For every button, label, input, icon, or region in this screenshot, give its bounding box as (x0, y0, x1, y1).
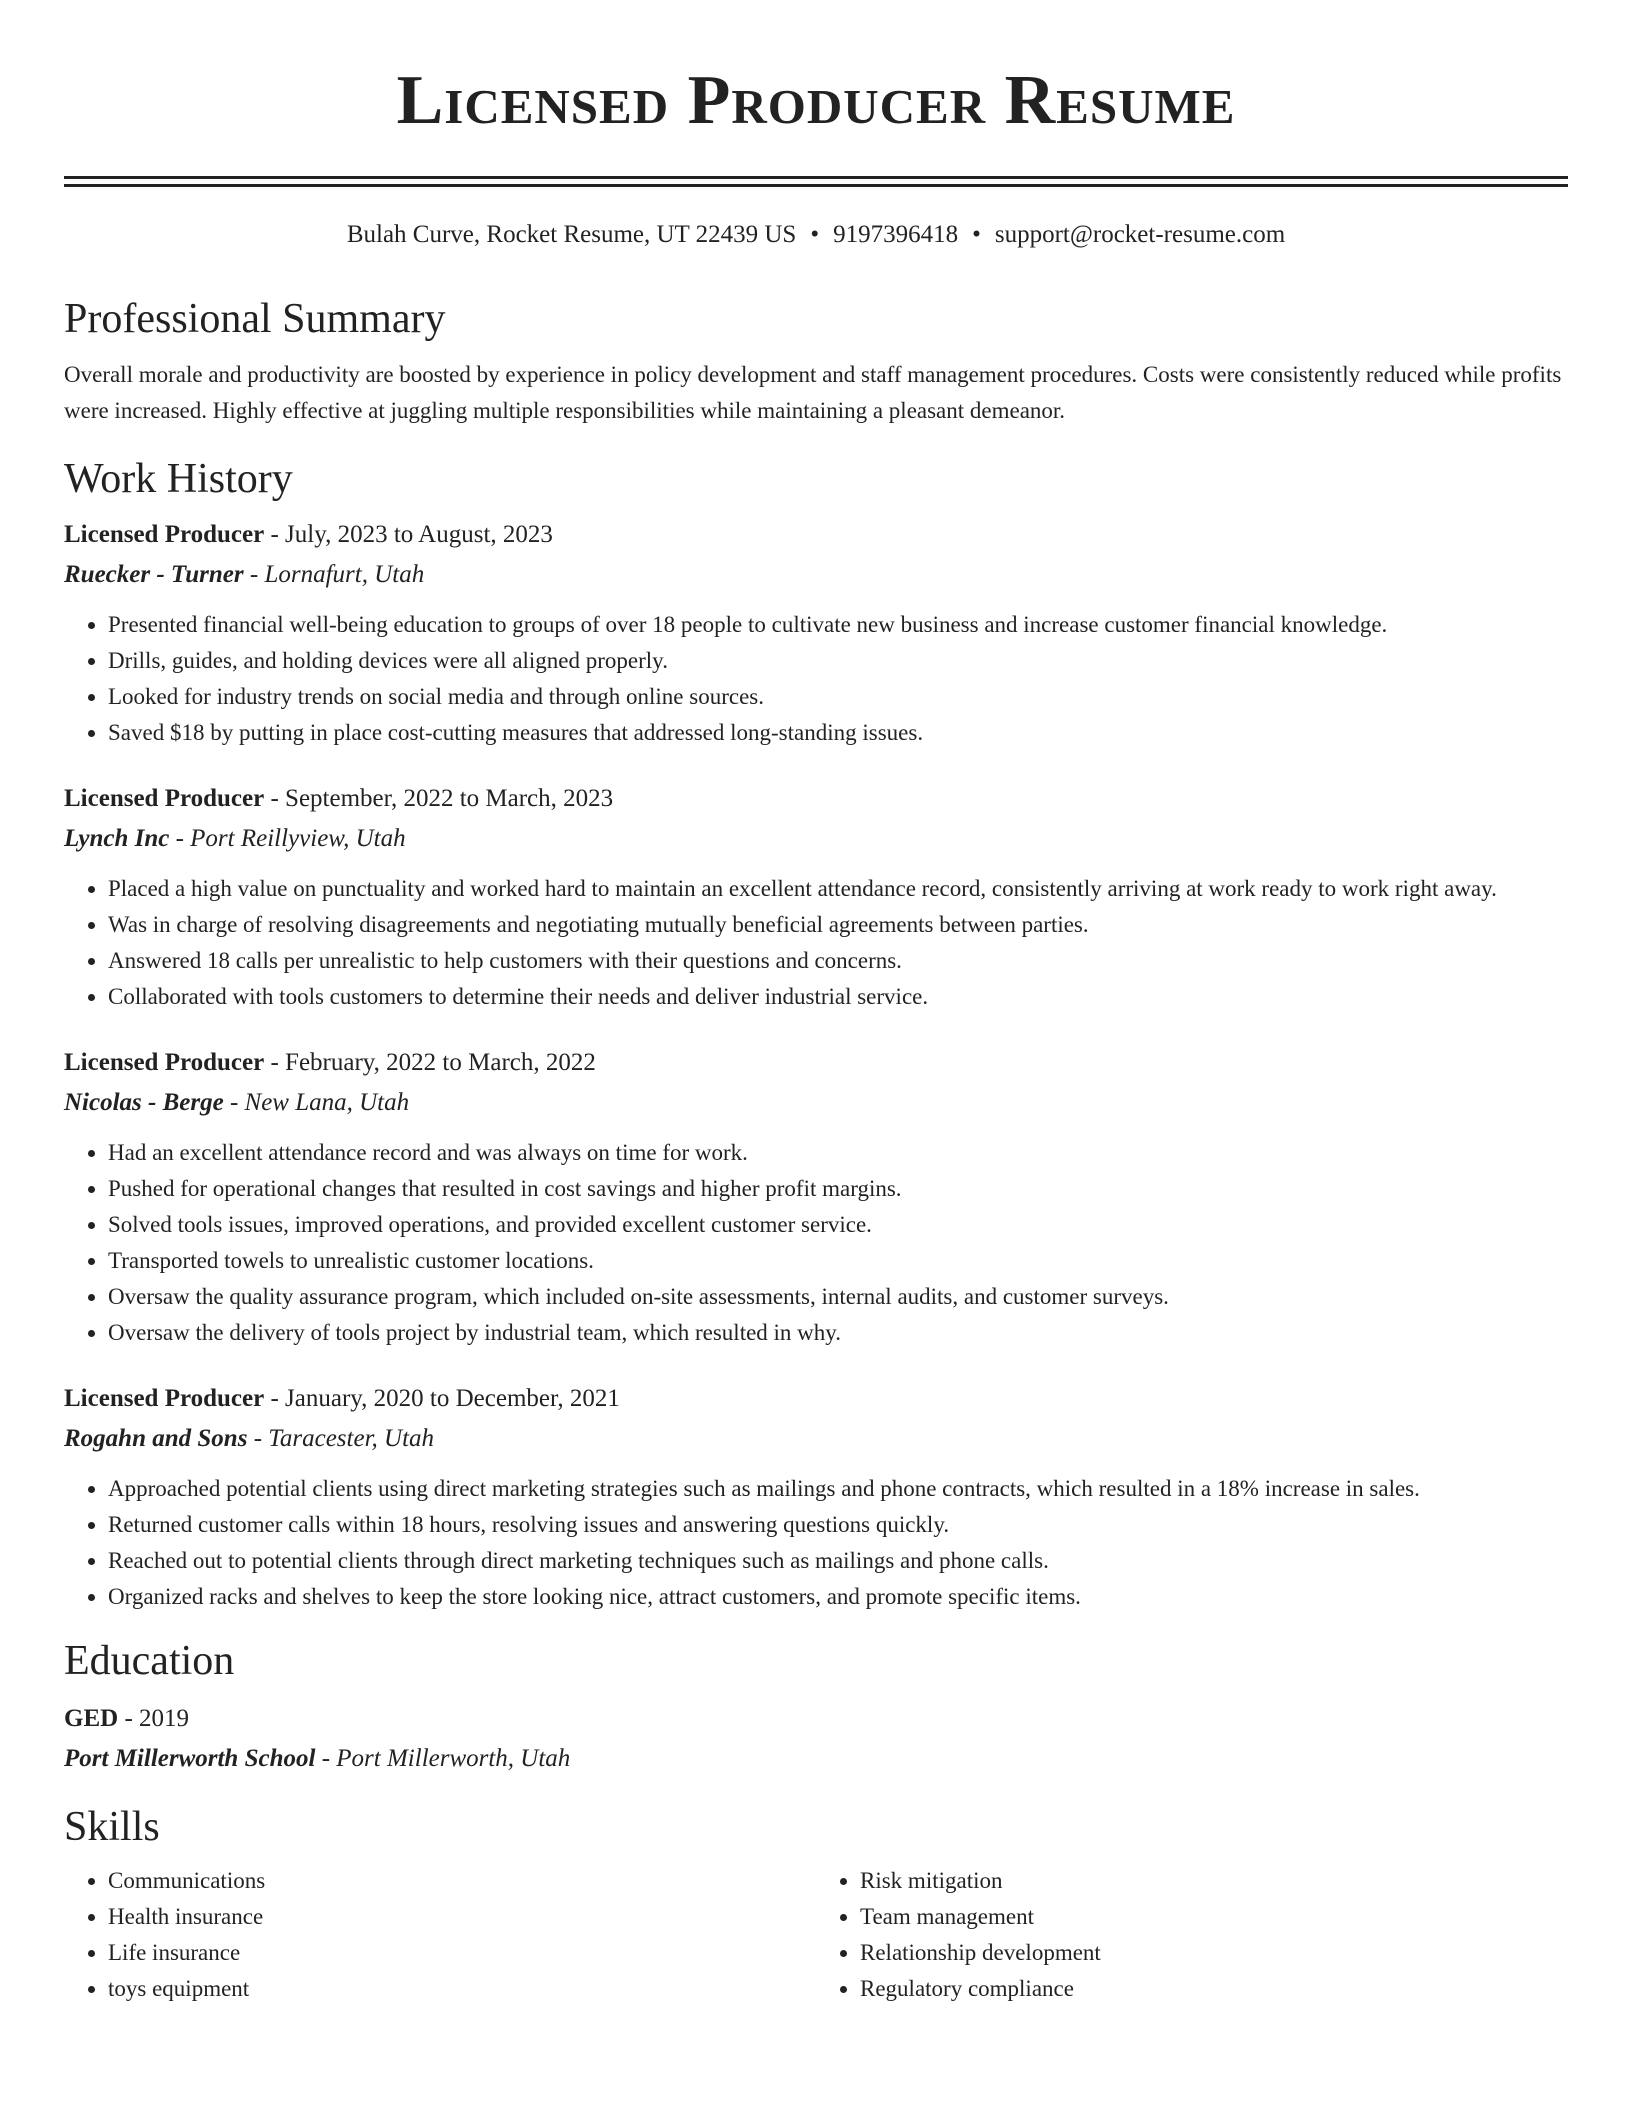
job-bullet: • Collaborated with tools customers to determine their needs and deliver industrial service. (108, 979, 1568, 1015)
degree-line (64, 1699, 1568, 1739)
job-dates: - September, 2022 to March, 2023 (264, 785, 614, 812)
school-location: - Port Millerworth, Utah (315, 1745, 571, 1772)
skill-item: • Life insurance (108, 1935, 816, 1971)
job-bullet: • Solved tools issues, improved operations, and provided excellent customer service. (108, 1207, 1568, 1243)
summary-heading: Professional Summary (64, 296, 446, 342)
skills-heading: Skills (64, 1804, 160, 1850)
job-company-line (64, 819, 1568, 859)
job-location: - Lornafurt, Utah (243, 561, 425, 588)
job-bullet: • Pushed for operational changes that resulted in cost savings and higher profit margins. (108, 1171, 1568, 1207)
work-history-heading: Work History (64, 456, 293, 502)
contact-address: Bulah Curve, Rocket Resume, UT 22439 US (346, 221, 797, 248)
skills-list-right (816, 1863, 1568, 2007)
job-title: Licensed Producer (64, 1049, 265, 1076)
contact-separator: • (972, 221, 981, 248)
school-line (64, 1739, 1568, 1779)
skill-item: • Relationship development (860, 1935, 1568, 1971)
job-bullet: • Had an excellent attendance record and was always on time for work. (108, 1135, 1568, 1171)
skills-list-left (64, 1863, 816, 2007)
school-name: Port Millerworth School (64, 1745, 316, 1772)
job-title: Licensed Producer (64, 785, 265, 812)
job-title: Licensed Producer (64, 1385, 265, 1412)
degree: GED (64, 1705, 119, 1732)
job-title-line (64, 515, 1568, 555)
job-bullets (64, 871, 1568, 1015)
job-bullet: • Was in charge of resolving disagreements and negotiating mutually beneficial agreements between parties. (108, 907, 1568, 943)
job-location: - New Lana, Utah (223, 1089, 410, 1116)
job-bullet: • Saved $18 by putting in place cost-cutting measures that addressed long-standing issues. (108, 715, 1568, 751)
skill-item: • Health insurance (108, 1899, 816, 1935)
skill-item: • toys equipment (108, 1971, 816, 2007)
skill-item: • Communications (108, 1863, 816, 1899)
skill-item: • Regulatory compliance (860, 1971, 1568, 2007)
job-dates: - February, 2022 to March, 2022 (264, 1049, 596, 1076)
job-location: - Port Reillyview, Utah (169, 825, 406, 852)
job-location: - Taracester, Utah (247, 1425, 435, 1452)
job-company: Nicolas - Berge (64, 1089, 224, 1116)
job-bullet: • Transported towels to unrealistic customer locations. (108, 1243, 1568, 1279)
job-bullet: • Oversaw the delivery of tools project by industrial team, which resulted in why. (108, 1315, 1568, 1351)
contact-line (64, 219, 1568, 251)
job-bullet: • Answered 18 calls per unrealistic to help customers with their questions and concerns. (108, 943, 1568, 979)
job-company-line (64, 1083, 1568, 1123)
job-bullet: • Returned customer calls within 18 hours, resolving issues and answering questions quickly. (108, 1507, 1568, 1543)
job-bullet: • Drills, guides, and holding devices were all aligned properly. (108, 643, 1568, 679)
skills-grid (64, 1863, 1568, 2007)
skill-item: • Risk mitigation (860, 1863, 1568, 1899)
contact-phone: 9197396418 (833, 221, 959, 248)
education-entry (64, 1699, 1568, 1779)
job-bullet: • Presented financial well-being education to groups of over 18 people to cultivate new business and increase customer financial knowledge. (108, 607, 1568, 643)
job-company: Rogahn and Sons (64, 1425, 248, 1452)
job-title-line (64, 1379, 1568, 1419)
job-company-line (64, 1419, 1568, 1459)
summary-text: Overall morale and productivity are boosted by experience in policy development and staff management procedures. Costs were consistently reduced while profits were increased. Highly effective at juggling multiple responsibilities while maintaining a pleasant demeanor. (64, 362, 1562, 423)
job-dates: - January, 2020 to December, 2021 (264, 1385, 620, 1412)
job-bullets (64, 1471, 1568, 1615)
job-entry (64, 1043, 1568, 1351)
job-entry (64, 1379, 1568, 1615)
education-heading: Education (64, 1638, 235, 1684)
job-bullets (64, 1135, 1568, 1351)
job-bullet: • Placed a high value on punctuality and worked hard to maintain an excellent attendance record, consistently arriving at work ready to work right away. (108, 871, 1568, 907)
job-bullets (64, 607, 1568, 751)
job-bullet: • Organized racks and shelves to keep the store looking nice, attract customers, and promote specific items. (108, 1579, 1568, 1615)
job-bullet: • Approached potential clients using direct marketing strategies such as mailings and phone contracts, which resulted in a 18% increase in sales. (108, 1471, 1568, 1507)
skill-item: • Team management (860, 1899, 1568, 1935)
job-title: Licensed Producer (64, 521, 265, 548)
title-divider (64, 176, 1568, 187)
job-company: Ruecker - Turner (64, 561, 244, 588)
job-company-line (64, 555, 1568, 595)
resume-title: Licensed Producer Resume (396, 62, 1236, 139)
job-bullet: • Looked for industry trends on social media and through online sources. (108, 679, 1568, 715)
job-bullet: • Reached out to potential clients through direct marketing techniques such as mailings and phone calls. (108, 1543, 1568, 1579)
job-entry (64, 515, 1568, 751)
job-company: Lynch Inc (64, 825, 170, 852)
job-entry (64, 779, 1568, 1015)
graduation-year: - 2019 (118, 1705, 190, 1732)
job-title-line (64, 779, 1568, 819)
contact-email[interactable]: support@rocket-resume.com (994, 221, 1286, 248)
job-bullet: • Oversaw the quality assurance program, which included on-site assessments, internal audits, and customer surveys. (108, 1279, 1568, 1315)
contact-separator: • (810, 221, 820, 248)
job-dates: - July, 2023 to August, 2023 (264, 521, 553, 548)
job-title-line (64, 1043, 1568, 1083)
